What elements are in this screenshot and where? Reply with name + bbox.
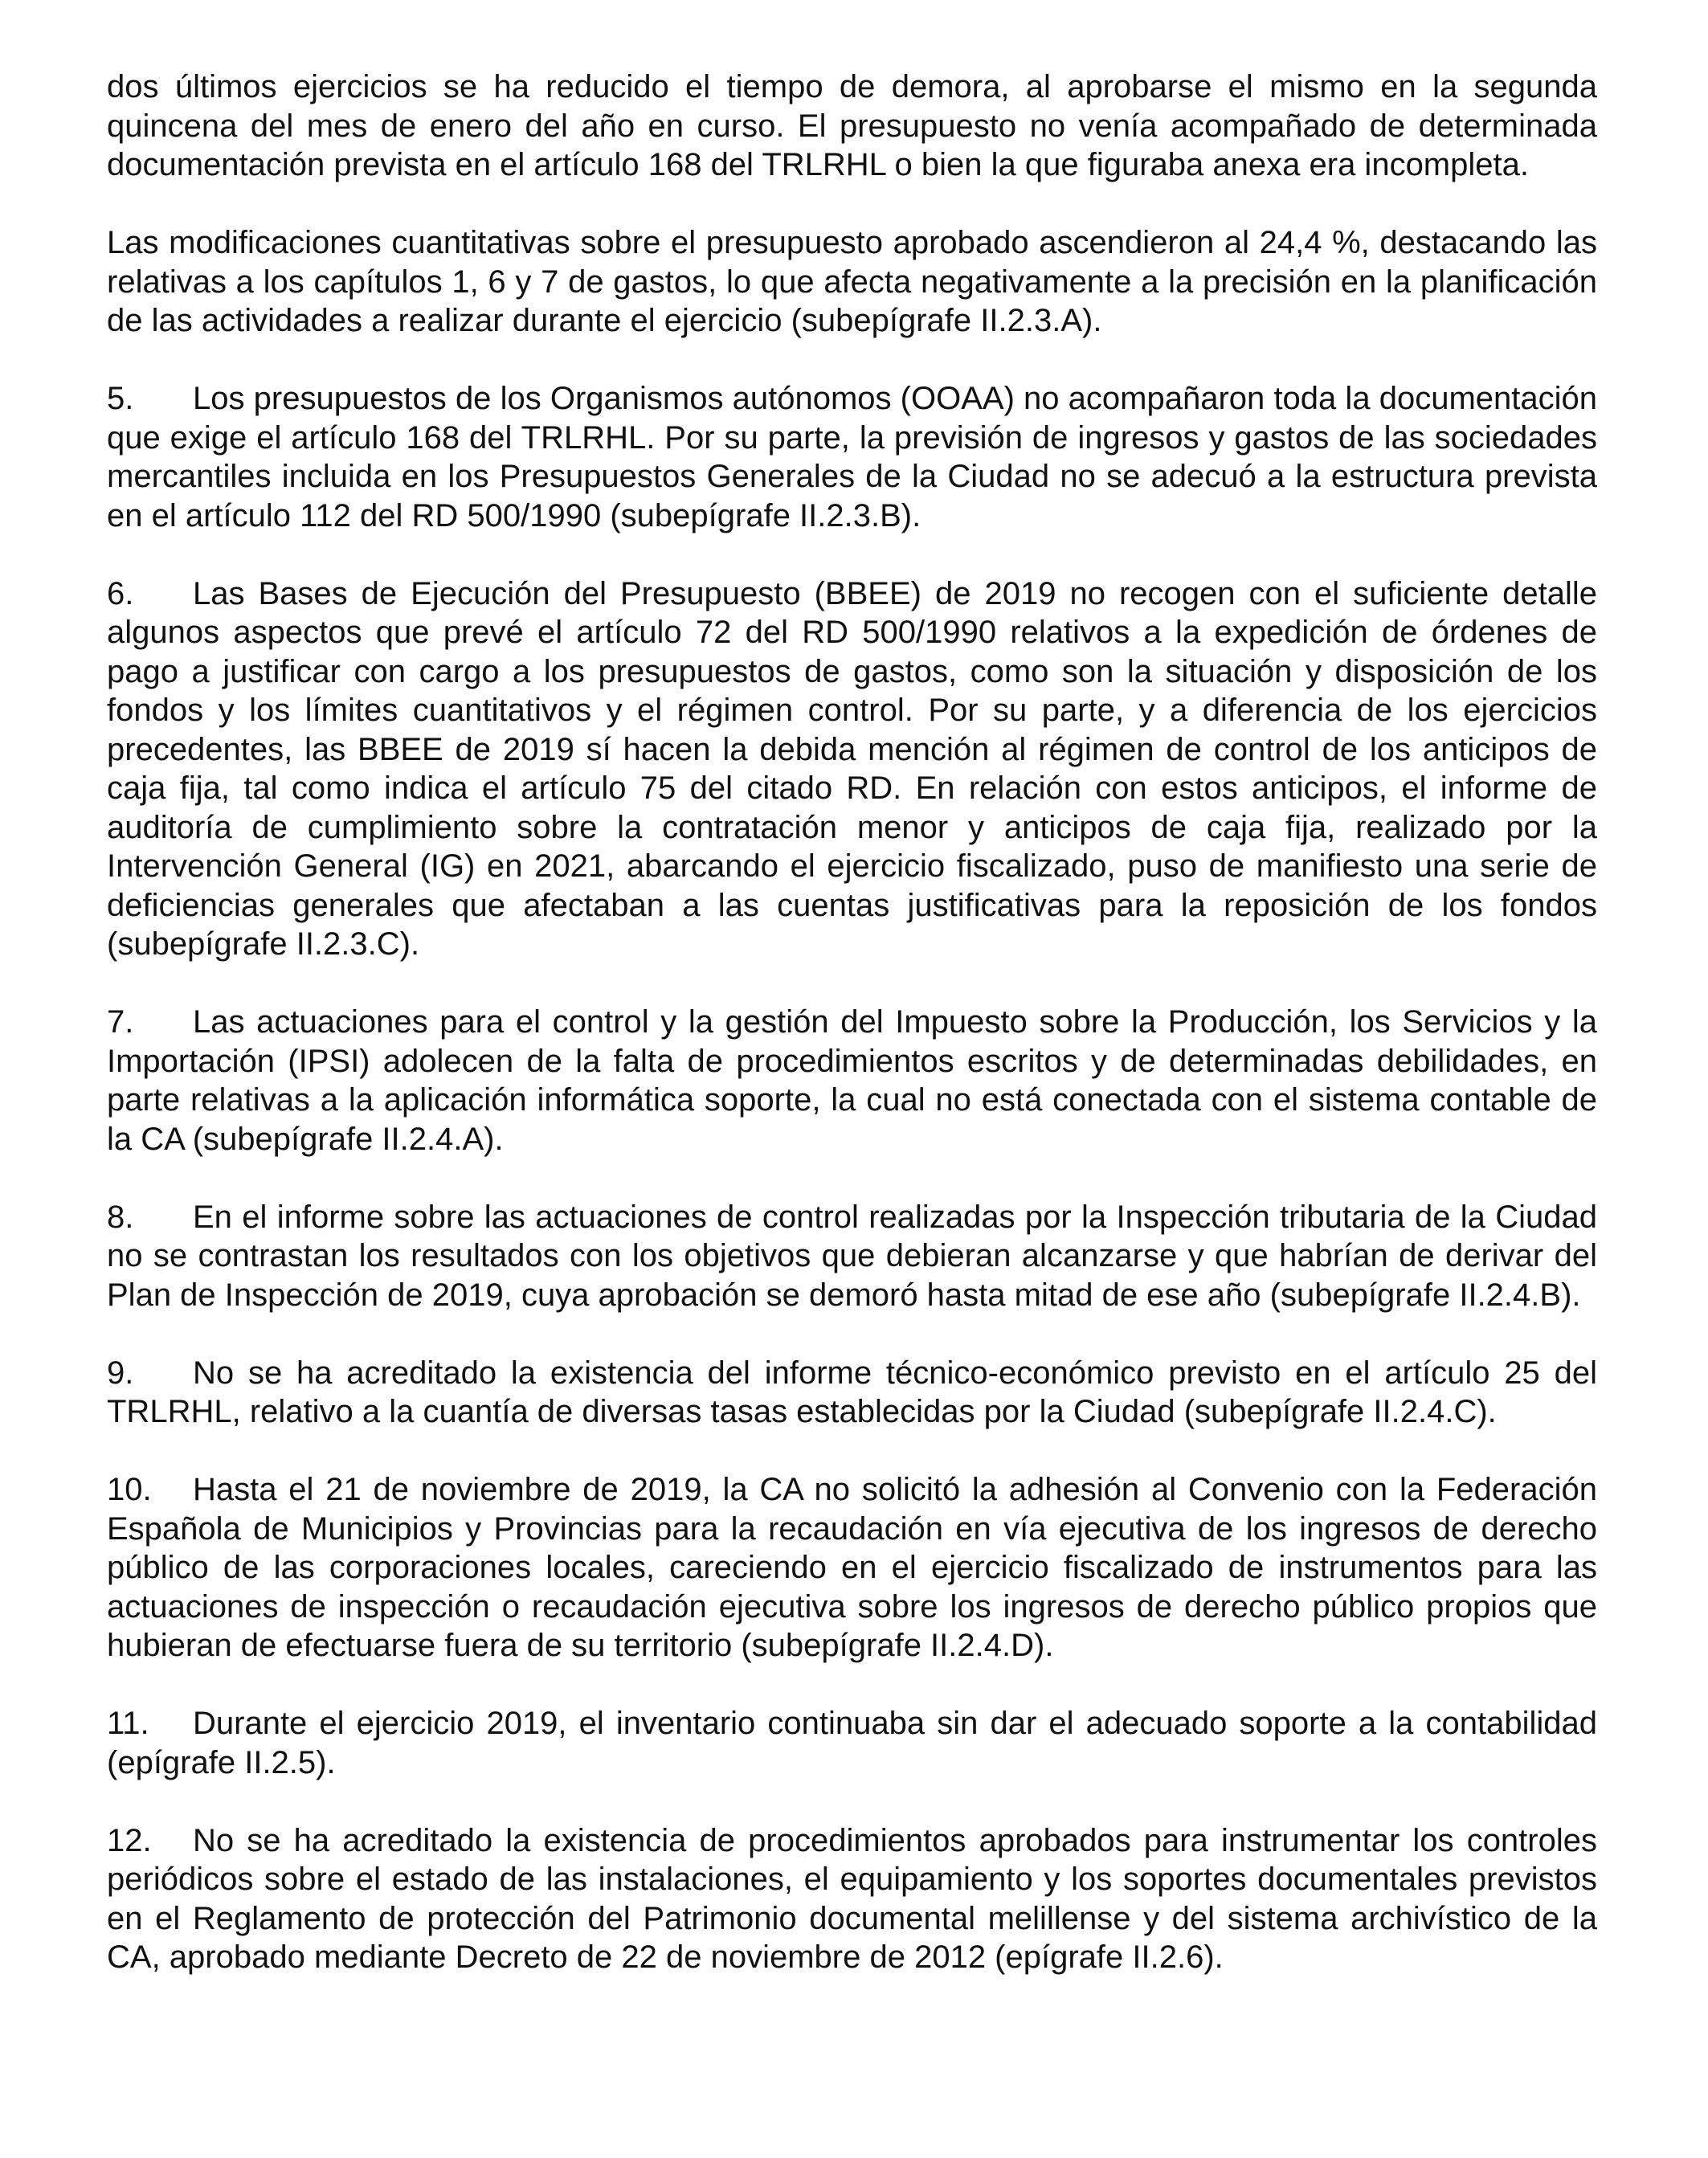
- paragraph-item-12: [107, 1821, 1597, 1977]
- paragraph-number: 8.: [107, 1199, 134, 1235]
- paragraph-number: 10.: [107, 1472, 152, 1507]
- paragraph-item-11: [107, 1704, 1597, 1782]
- paragraph-text: Las modificaciones cuantitativas sobre el presupuesto aprobado ascendieron al 24,4 %, destacando las relativas a los capítulos 1, 6 y 7 de gastos, lo que afecta negativamente a la precisión en la planificación de las actividades a realizar durante el ejercicio (subepígrafe II.2.3.A).: [107, 225, 1597, 338]
- paragraph-text: Las actuaciones para el control y la gestión del Impuesto sobre la Producción, los Servicios y la Importación (IPSI) adolecen de la falta de procedimientos escritos y de determinadas debilidades, en parte relativas a la aplicación informática soporte, la cual no está conectada con el sistema contable de la CA (subepígrafe II.2.4.A).: [107, 1004, 1597, 1157]
- paragraph-text: No se ha acreditado la existencia del informe técnico-económico previsto en el artículo 25 del TRLRHL, relativo a la cuantía de diversas tasas establecidas por la Ciudad (subepígrafe II.2.4.C).: [107, 1355, 1597, 1429]
- paragraph-number: 11.: [107, 1706, 149, 1741]
- paragraph-text: Las Bases de Ejecución del Presupuesto (BBEE) de 2019 no recogen con el suficiente detalle algunos aspectos que prevé el artículo 72 del RD 500/1990 relativos a la expedición de órdenes de pago a justificar con cargo a los presupuestos de gastos, como son la situación y disposición de los fondos y los límites cuantitativos y el régimen control. Por su parte, y a diferencia de los ejercicios precedentes, las BBEE de 2019 sí hacen la debida mención al régimen de control de los anticipos de caja fija, tal como indica el artículo 75 del citado RD. En relación con estos anticipos, el informe de auditoría de cumplimiento sobre la contratación menor y anticipos de caja fija, realizado por la Intervención General (IG) en 2021, abarcando el ejercicio fiscalizado, puso de manifiesto una serie de deficiencias generales que afectaban a las cuentas justificativas para la reposición de los fondos (subepígrafe II.2.3.C).: [107, 575, 1597, 962]
- paragraph-item-9: [107, 1354, 1597, 1432]
- paragraph-item-5: [107, 379, 1597, 535]
- paragraph-item-8: [107, 1198, 1597, 1315]
- paragraph-continuation-2: [107, 223, 1597, 341]
- paragraph-continuation-1: [107, 67, 1597, 185]
- paragraph-text: No se ha acreditado la existencia de procedimientos aprobados para instrumentar los controles periódicos sobre el estado de las instalaciones, el equipamiento y los soportes documentales previstos en el Reglamento de protección del Patrimonio documental melillense y del sistema archivístico de la CA, aprobado mediante Decreto de 22 de noviembre de 2012 (epígrafe II.2.6).: [107, 1822, 1597, 1975]
- paragraph-number: 7.: [107, 1004, 134, 1040]
- document-page: [107, 67, 1597, 2016]
- paragraph-item-6: [107, 574, 1597, 964]
- paragraph-text: dos últimos ejercicios se ha reducido el tiempo de demora, al aprobarse el mismo en la segunda quincena del mes de enero del año en curso. El presupuesto no venía acompañado de determinada documentación prevista en el artículo 168 del TRLRHL o bien la que figuraba anexa era incompleta.: [107, 69, 1597, 182]
- paragraph-text: Los presupuestos de los Organismos autónomos (OOAA) no acompañaron toda la documentación que exige el artículo 168 del TRLRHL. Por su parte, la previsión de ingresos y gastos de las sociedades mercantiles incluida en los Presupuestos Generales de la Ciudad no se adecuó a la estructura prevista en el artículo 112 del RD 500/1990 (subepígrafe II.2.3.B).: [107, 381, 1597, 533]
- paragraph-item-10: [107, 1470, 1597, 1666]
- paragraph-number: 9.: [107, 1355, 134, 1391]
- paragraph-text: Hasta el 21 de noviembre de 2019, la CA no solicitó la adhesión al Convenio con la Federación Española de Municipios y Provincias para la recaudación en vía ejecutiva de los ingresos de derecho público de las corporaciones locales, careciendo en el ejercicio fiscalizado de instrumentos para las actuaciones de inspección o recaudación ejecutiva sobre los ingresos de derecho público propios que hubieran de efectuarse fuera de su territorio (subepígrafe II.2.4.D).: [107, 1472, 1597, 1663]
- paragraph-number: 12.: [107, 1822, 152, 1858]
- paragraph-text: Durante el ejercicio 2019, el inventario continuaba sin dar el adecuado soporte a la contabilidad (epígrafe II.2.5).: [107, 1706, 1597, 1780]
- paragraph-text: En el informe sobre las actuaciones de control realizadas por la Inspección tributaria de la Ciudad no se contrastan los resultados con los objetivos que debieran alcanzarse y que habrían de derivar del Plan de Inspección de 2019, cuya aprobación se demoró hasta mitad de ese año (subepígrafe II.2.4.B).: [107, 1199, 1597, 1313]
- paragraph-number: 5.: [107, 381, 134, 416]
- paragraph-number: 6.: [107, 575, 134, 611]
- paragraph-item-7: [107, 1003, 1597, 1159]
